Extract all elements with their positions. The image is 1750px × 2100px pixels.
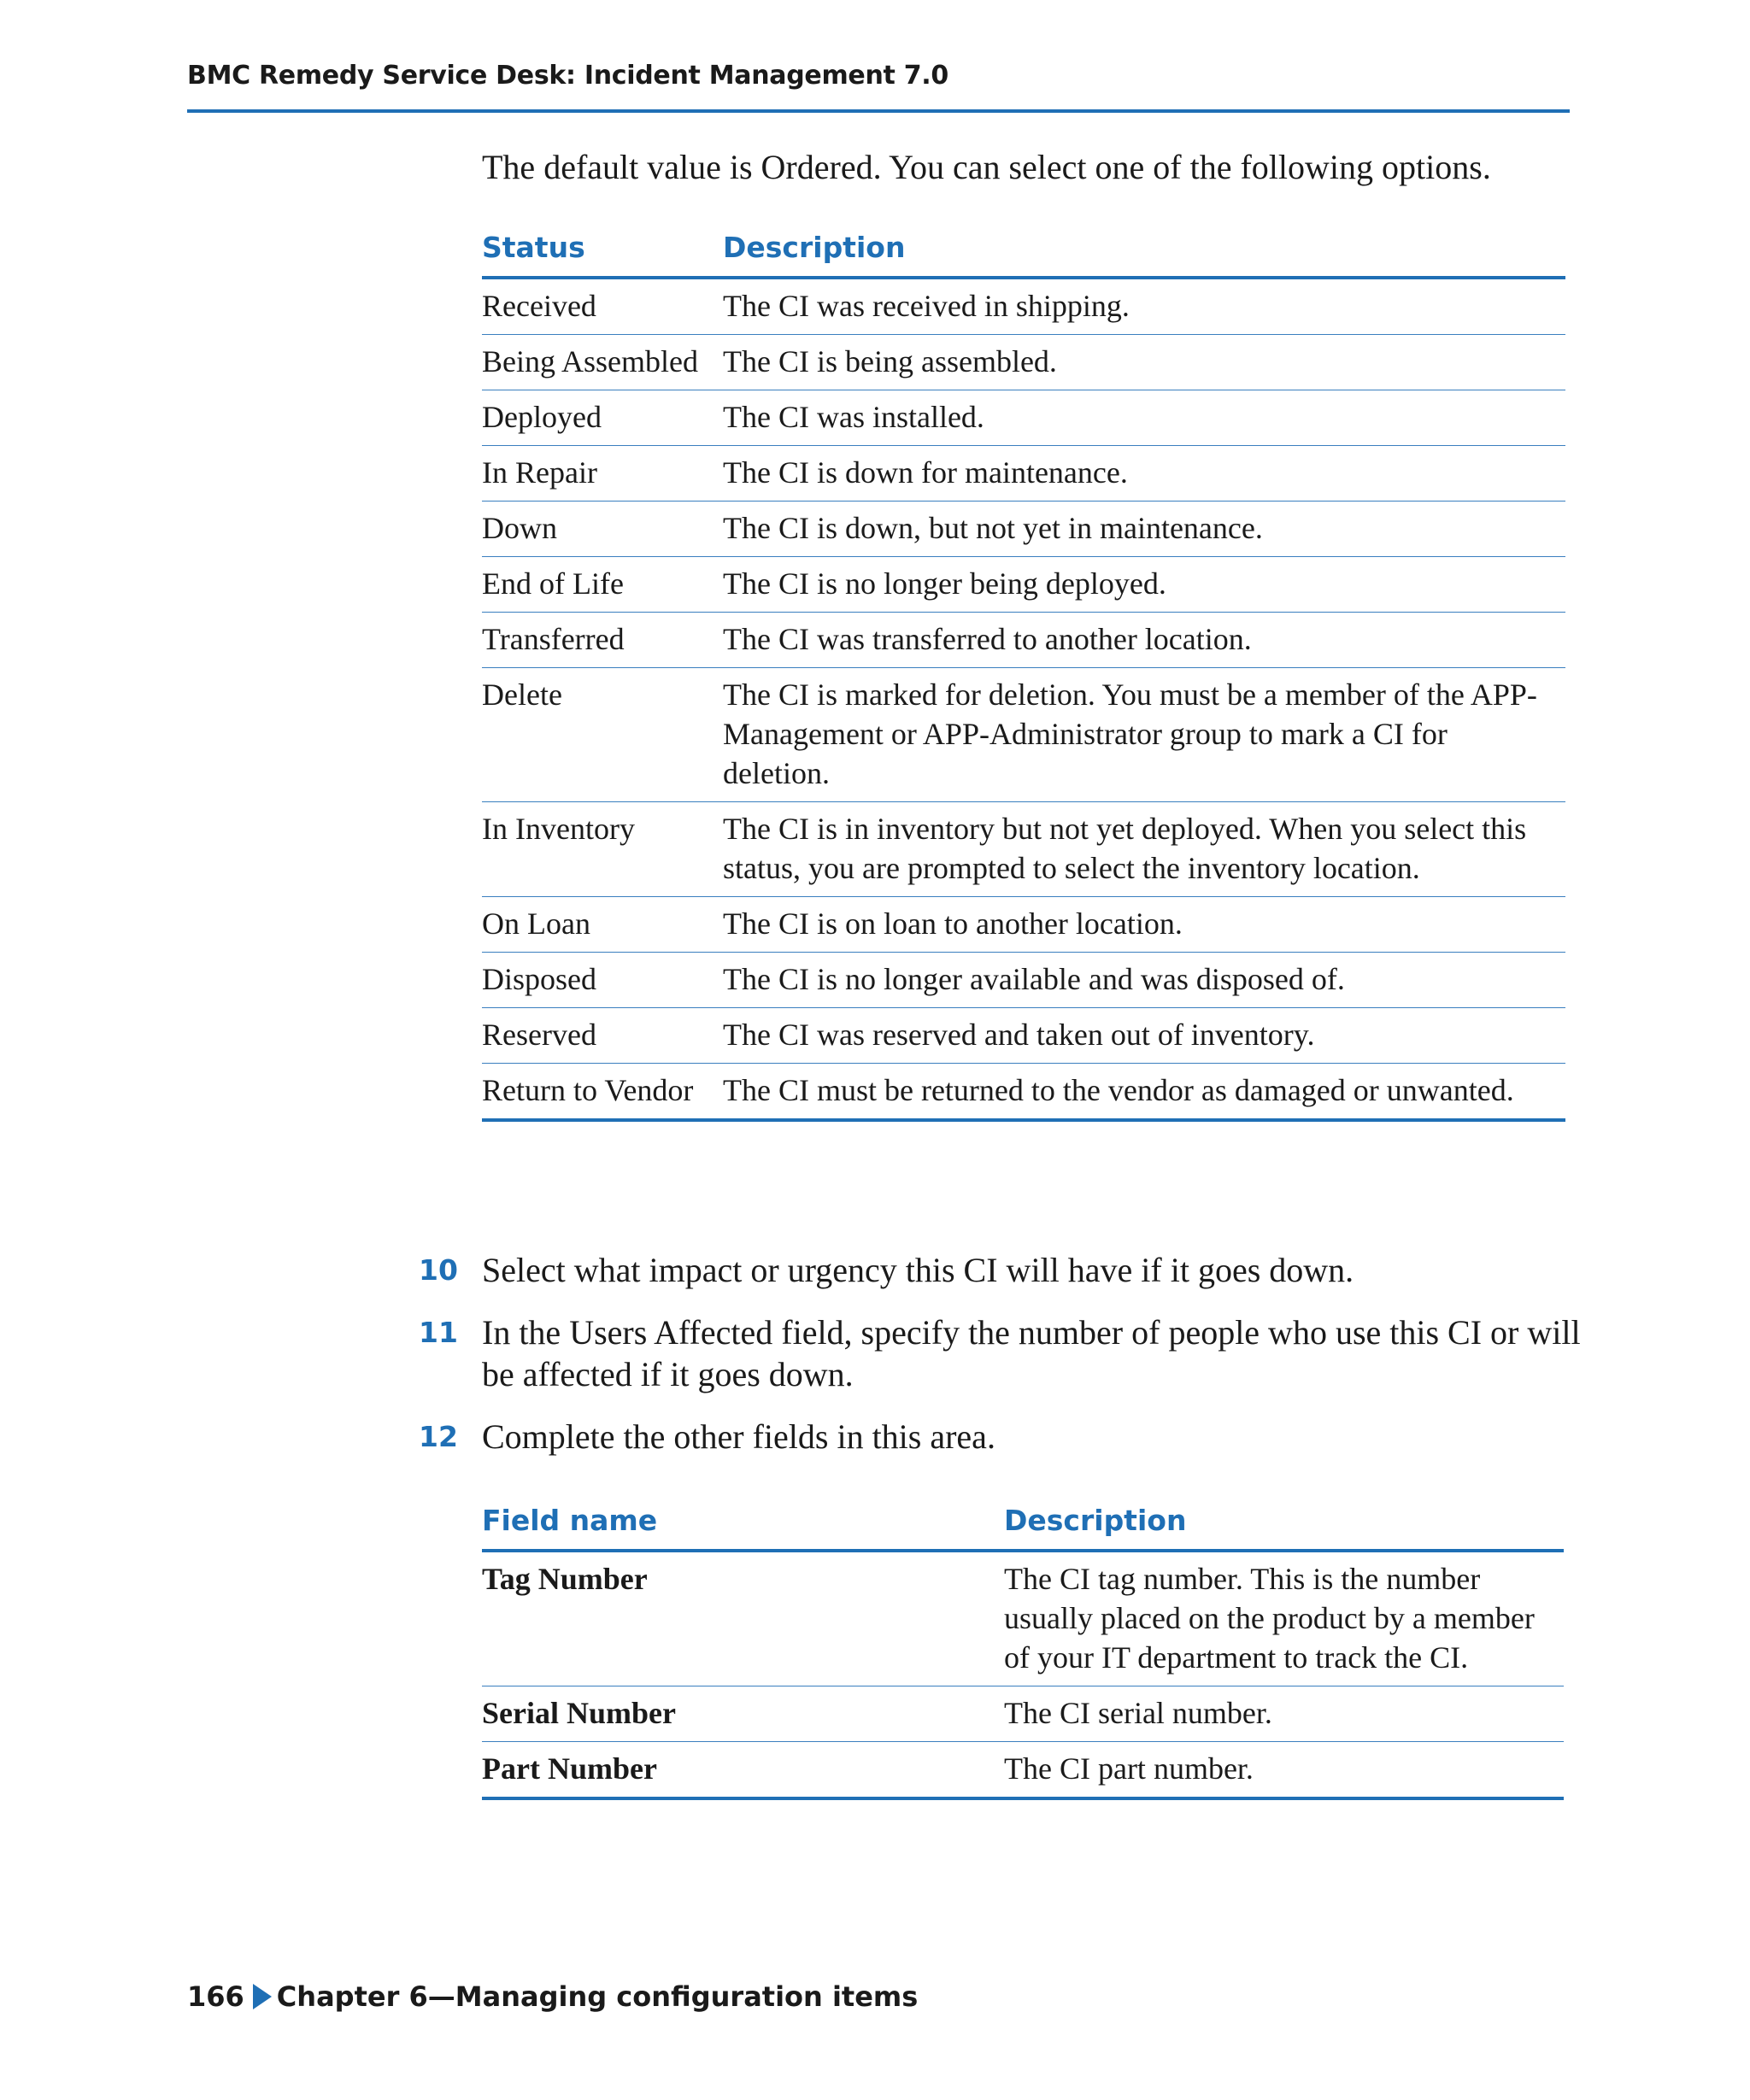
status-cell: In Inventory	[482, 802, 723, 897]
header-rule	[187, 109, 1570, 113]
description-cell: The CI is being assembled.	[723, 335, 1565, 390]
table-header-row	[482, 1504, 1564, 1551]
description-cell: The CI is in inventory but not yet deployed. When you select this status, you are prompted to select the inventory location.	[723, 802, 1565, 897]
description-cell: The CI must be returned to the vendor as damaged or unwanted.	[723, 1064, 1565, 1121]
description-cell: The CI was received in shipping.	[723, 278, 1565, 335]
status-cell: Return to Vendor	[482, 1064, 723, 1121]
description-cell: The CI was installed.	[723, 390, 1565, 446]
step-number: 10	[419, 1253, 458, 1287]
status-cell: On Loan	[482, 897, 723, 953]
running-header: BMC Remedy Service Desk: Incident Management 7.0	[187, 61, 948, 91]
status-cell: Transferred	[482, 613, 723, 668]
status-cell: End of Life	[482, 557, 723, 613]
status-cell: Being Assembled	[482, 335, 723, 390]
description-cell: The CI is down for maintenance.	[723, 446, 1565, 502]
table-row	[482, 390, 1565, 446]
step-text: Select what impact or urgency this CI will have if it goes down.	[482, 1251, 1354, 1289]
column-header-field-name: Field name	[482, 1504, 1004, 1551]
status-cell: Deployed	[482, 390, 723, 446]
table-row	[482, 953, 1565, 1008]
field-name-cell: Tag Number	[482, 1551, 1004, 1686]
step-text: Complete the other fields in this area.	[482, 1417, 995, 1456]
description-cell: The CI serial number.	[1004, 1686, 1564, 1742]
status-table	[482, 231, 1565, 1122]
description-cell: The CI is on loan to another location.	[723, 897, 1565, 953]
description-cell: The CI tag number. This is the number usually placed on the product by a member of your IT department to track the CI.	[1004, 1551, 1564, 1686]
table-row	[482, 335, 1565, 390]
chapter-title: Chapter 6—Managing configuration items	[276, 1980, 919, 2013]
column-header-status: Status	[482, 231, 723, 278]
status-cell: In Repair	[482, 446, 723, 502]
status-cell: Down	[482, 502, 723, 557]
table-row	[482, 613, 1565, 668]
description-cell: The CI is marked for deletion. You must be a member of the APP-Management or APP-Administrator group to mark a CI for deletion.	[723, 668, 1565, 802]
triangle-right-icon	[253, 1984, 272, 2009]
description-cell: The CI was reserved and taken out of inventory.	[723, 1008, 1565, 1064]
procedure-steps	[419, 1249, 1581, 1478]
field-table	[482, 1504, 1564, 1800]
field-name-cell: Serial Number	[482, 1686, 1004, 1742]
table-row	[482, 897, 1565, 953]
field-name-cell: Part Number	[482, 1742, 1004, 1799]
description-cell: The CI is down, but not yet in maintenance.	[723, 502, 1565, 557]
column-header-description: Description	[723, 231, 1565, 278]
step-11	[419, 1311, 1581, 1395]
step-number: 11	[419, 1316, 458, 1349]
status-cell: Received	[482, 278, 723, 335]
status-cell: Delete	[482, 668, 723, 802]
intro-paragraph: The default value is Ordered. You can select one of the following options.	[482, 148, 1491, 186]
table-row	[482, 668, 1565, 802]
step-10	[419, 1249, 1581, 1291]
table-row	[482, 1008, 1565, 1064]
step-text: In the Users Affected field, specify the number of people who use this CI or will be affected if it goes down.	[482, 1313, 1581, 1393]
table-row	[482, 1064, 1565, 1121]
description-cell: The CI is no longer available and was disposed of.	[723, 953, 1565, 1008]
table-row	[482, 278, 1565, 335]
step-number: 12	[419, 1420, 458, 1453]
status-cell: Disposed	[482, 953, 723, 1008]
description-cell: The CI is no longer being deployed.	[723, 557, 1565, 613]
table-row	[482, 802, 1565, 897]
status-cell: Reserved	[482, 1008, 723, 1064]
table-header-row	[482, 231, 1565, 278]
running-footer	[187, 1980, 918, 2013]
table-row	[482, 1686, 1564, 1742]
table-row	[482, 446, 1565, 502]
step-12	[419, 1416, 1581, 1458]
page-number: 166	[187, 1980, 244, 2013]
column-header-description: Description	[1004, 1504, 1564, 1551]
description-cell: The CI was transferred to another location.	[723, 613, 1565, 668]
table-row	[482, 1551, 1564, 1686]
table-row	[482, 502, 1565, 557]
table-row	[482, 1742, 1564, 1799]
description-cell: The CI part number.	[1004, 1742, 1564, 1799]
table-row	[482, 557, 1565, 613]
